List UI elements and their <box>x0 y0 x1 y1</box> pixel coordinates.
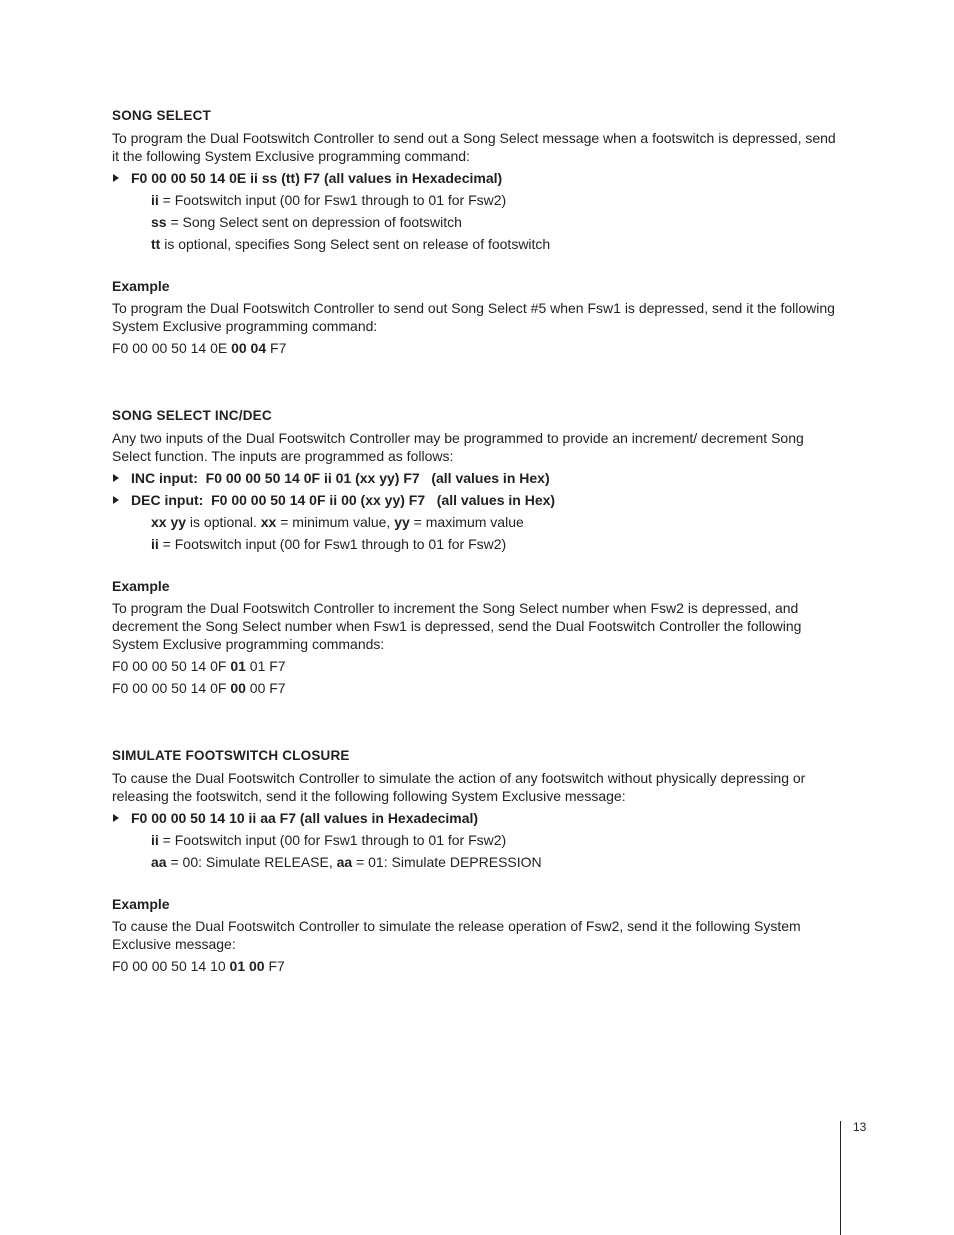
definition-line <box>112 831 842 849</box>
definition-text: = Song Select sent on depression of footswitch <box>166 214 462 230</box>
code-prefix: F0 00 00 50 14 0F <box>112 658 231 674</box>
example-text: To program the Dual Footswitch Controller to increment the Song Select number when Fsw2 is depressed, and decrement the Song Select number when Fsw1 is depressed, send the Dual Footswitch Controller the following System Exclusive programming commands: <box>112 600 802 652</box>
section-intro: To program the Dual Footswitch Controller to send out a Song Select message when a footswitch is depressed, send it the following System Exclusive programming command: <box>112 130 836 164</box>
definition-text: = minimum value, <box>276 514 395 530</box>
code-suffix: F7 <box>264 958 285 974</box>
example-heading: Example <box>112 896 170 912</box>
section-heading: SONG SELECT INC/DEC <box>112 408 272 423</box>
code-suffix: F7 <box>266 340 287 356</box>
example-code <box>112 339 842 357</box>
code-prefix: F0 00 00 50 14 0E <box>112 340 232 356</box>
definition-term: ii <box>151 192 159 208</box>
definition-text: = Footswitch input (00 for Fsw1 through to 01 for Fsw2) <box>158 192 507 208</box>
section-heading: SIMULATE FOOTSWITCH CLOSURE <box>112 748 350 763</box>
example-heading: Example <box>112 278 170 294</box>
definition-line <box>112 213 842 231</box>
definition-term: ii <box>151 832 159 848</box>
page-number: 13 <box>853 1120 867 1134</box>
definition-text: = 00: Simulate RELEASE, <box>166 854 337 870</box>
definition-term: aa <box>336 854 353 870</box>
definition-term: yy <box>394 514 410 530</box>
definition-text: = Footswitch input (00 for Fsw1 through to 01 for Fsw2) <box>158 536 507 552</box>
section-intro: Any two inputs of the Dual Footswitch Controller may be programmed to provide an increment/ decrement Song Select function. The inputs are programmed as follows: <box>112 430 804 464</box>
definition-term: tt <box>151 236 161 252</box>
example-code <box>112 679 842 697</box>
command-text: INC input: F0 00 00 50 14 0F ii 01 (xx yy) F7 (all values in Hex) <box>131 470 550 486</box>
example-text: To cause the Dual Footswitch Controller to simulate the release operation of Fsw2, send it the following System Exclusive message: <box>112 918 801 952</box>
command-bullet <box>112 809 842 827</box>
code-suffix: 00 F7 <box>245 680 286 696</box>
example-text: To program the Dual Footswitch Controller to send out Song Select #5 when Fsw1 is depressed, send it the following System Exclusive programming command: <box>112 300 835 334</box>
command-bullet <box>112 169 842 187</box>
section-simulate-footswitch-closure <box>112 747 842 975</box>
triangle-bullet-icon <box>113 496 119 504</box>
code-prefix: F0 00 00 50 14 0F <box>112 680 231 696</box>
definition-text: is optional, specifies Song Select sent on release of footswitch <box>160 236 551 252</box>
code-suffix: 01 F7 <box>245 658 286 674</box>
example-code <box>112 657 842 675</box>
definition-term: ss <box>151 214 167 230</box>
definition-text: = Footswitch input (00 for Fsw1 through to 01 for Fsw2) <box>158 832 507 848</box>
definition-text: = 01: Simulate DEPRESSION <box>352 854 542 870</box>
definition-line <box>112 235 842 253</box>
example-code <box>112 957 842 975</box>
triangle-bullet-icon <box>113 174 119 182</box>
command-text: DEC input: F0 00 00 50 14 0F ii 00 (xx yy) F7 (all values in Hex) <box>131 492 556 508</box>
definition-term: aa <box>151 854 167 870</box>
code-highlight: 00 <box>230 680 246 696</box>
page-margin-rule <box>840 1121 841 1235</box>
code-highlight: 00 04 <box>231 340 267 356</box>
definition-term: ii <box>151 536 159 552</box>
section-song-select-inc-dec <box>112 407 842 697</box>
definition-term: xx yy <box>151 514 187 530</box>
code-prefix: F0 00 00 50 14 10 <box>112 958 230 974</box>
definition-term: xx <box>260 514 277 530</box>
definition-line <box>112 535 842 553</box>
triangle-bullet-icon <box>113 814 119 822</box>
triangle-bullet-icon <box>113 474 119 482</box>
command-text: F0 00 00 50 14 0E ii ss (tt) F7 (all values in Hexadecimal) <box>131 170 503 186</box>
code-highlight: 01 <box>230 658 246 674</box>
code-highlight: 01 00 <box>229 958 265 974</box>
definition-text: = maximum value <box>409 514 524 530</box>
definition-text: is optional. <box>186 514 261 530</box>
definition-line <box>112 513 842 531</box>
section-intro: To cause the Dual Footswitch Controller to simulate the action of any footswitch without physically depressing or releasing the footswitch, send it the following following System Exclusive message: <box>112 770 806 804</box>
example-heading: Example <box>112 578 170 594</box>
command-bullet <box>112 469 842 487</box>
command-bullet <box>112 491 842 509</box>
definition-line <box>112 853 842 871</box>
command-text: F0 00 00 50 14 10 ii aa F7 (all values in Hexadecimal) <box>131 810 479 826</box>
page-content <box>112 107 842 979</box>
definition-line <box>112 191 842 209</box>
section-song-select <box>112 107 842 357</box>
section-heading: SONG SELECT <box>112 108 211 123</box>
